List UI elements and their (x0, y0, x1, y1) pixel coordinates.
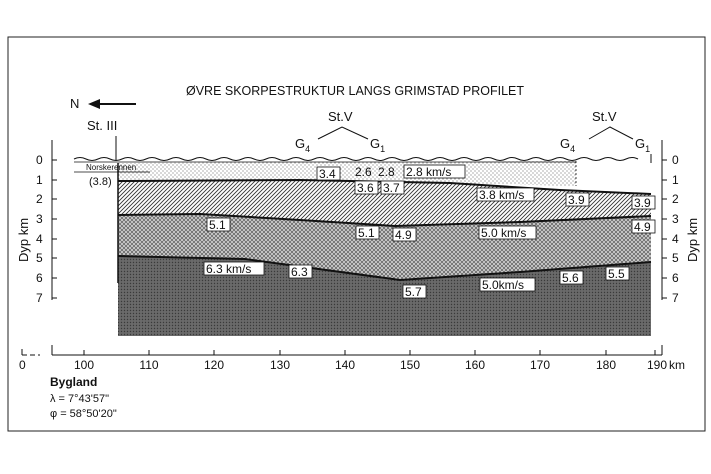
station-g4-right: $G_4$ (560, 136, 576, 154)
location-phi: φ = 58°50'20" (50, 408, 117, 420)
x-tick-140: 140 (334, 358, 356, 372)
x-tick-160: 160 (464, 358, 486, 372)
y-tick-1: 1 (36, 173, 43, 187)
y-tick-right-5: 5 (672, 251, 679, 265)
station-g4-left: $G_4$ (295, 136, 311, 154)
y-tick-0: 0 (36, 153, 43, 167)
y-axis-label-left: Dyp km (16, 217, 31, 262)
station-st3: St. III (87, 118, 118, 133)
label-v34: 3.4 (319, 167, 336, 181)
x-origin-label: 0 (19, 358, 26, 372)
x-tick-190: 190 (647, 358, 668, 372)
station-st5-right: St.V (592, 109, 617, 124)
y-tick-right-4: 4 (672, 232, 679, 246)
label-v49a: 4.9 (395, 228, 412, 242)
surface-line (74, 158, 638, 161)
location-lambda: λ = 7°43'57" (50, 393, 110, 405)
label-v63: 6.3 (291, 265, 308, 279)
label-v38kms: 3.8 km/s (479, 188, 525, 202)
x-tick-180: 180 (595, 358, 617, 372)
figure-title: ØVRE SKORPESTRUKTUR LANGS GRIMSTAD PROFILET (185, 84, 525, 98)
y-axis-label-right: Dyp km (685, 217, 700, 262)
label-v28: 2.8 (378, 165, 395, 179)
label-v51a: 5.1 (209, 218, 226, 232)
label-v51b: 5.1 (358, 226, 375, 240)
label-v37: 3.7 (383, 181, 400, 195)
x-tick-150: 150 (399, 358, 421, 372)
station-st5-left: St.V (328, 109, 353, 124)
y-tick-right-1: 1 (672, 173, 679, 187)
y-tick-2: 2 (36, 192, 43, 206)
location-name: Bygland (50, 375, 98, 389)
y-tick-right-0: 0 (672, 153, 679, 167)
label-v49b: 4.9 (634, 220, 651, 234)
x-tick-100: 100 (73, 358, 95, 372)
label-v39a: 3.9 (568, 193, 585, 207)
x-unit-label: km (669, 358, 685, 372)
north-label: N (70, 96, 80, 111)
y-tick-right-3: 3 (672, 212, 679, 226)
x-tick-110: 110 (139, 358, 159, 372)
label-v57: 5.7 (405, 285, 422, 299)
right-axis (662, 140, 679, 305)
label-v56: 5.6 (562, 271, 579, 285)
y-tick-4: 4 (36, 232, 43, 246)
station-g1-left: $G_1$ (370, 136, 386, 154)
y-tick-right-6: 6 (672, 271, 679, 285)
x-tick-130: 130 (269, 358, 291, 372)
label-v38-paren: (3.8) (89, 176, 112, 188)
label-v39b: 3.9 (634, 196, 651, 210)
north-arrow-icon (88, 99, 136, 109)
y-tick-6: 6 (36, 271, 43, 285)
label-v50kms2: 5.0km/s (482, 278, 525, 292)
x-tick-170: 170 (529, 358, 551, 372)
station-g1-right: $G_1$ (635, 136, 651, 154)
x-tick-120: 120 (203, 358, 225, 372)
label-v63kms: 6.3 km/s (206, 262, 252, 276)
left-axis (36, 140, 57, 305)
label-v28kms: 2.8 km/s (406, 165, 452, 179)
y-tick-3: 3 (36, 212, 43, 226)
y-tick-right-7: 7 (672, 291, 679, 305)
y-tick-7: 7 (36, 291, 43, 305)
label-norskerennen: Norskerennen (86, 163, 137, 172)
label-v50kms: 5.0 km/s (481, 226, 527, 240)
label-v55: 5.5 (608, 267, 625, 281)
y-tick-right-2: 2 (672, 192, 679, 206)
label-v26: 2.6 (355, 165, 372, 179)
x-axis (19, 345, 685, 372)
y-tick-5: 5 (36, 251, 43, 265)
label-v36: 3.6 (357, 181, 374, 195)
